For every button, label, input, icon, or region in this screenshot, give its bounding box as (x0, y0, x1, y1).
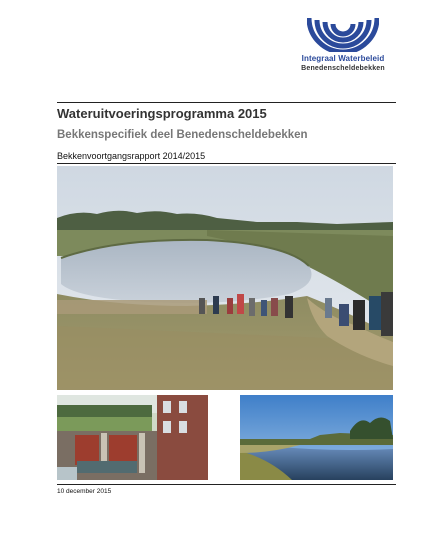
publication-date: 10 december 2015 (57, 488, 112, 495)
report-label: Bekkenvoortgangsrapport 2014/2015 (57, 151, 206, 161)
document-title: Wateruitvoeringsprogramma 2015 (57, 106, 267, 121)
waterbeleid-logo-icon (307, 14, 379, 52)
logo-line-2: Benedenscheldebekken (301, 65, 385, 72)
top-rule (57, 102, 396, 103)
footer-rule (57, 484, 396, 485)
river-photo (240, 395, 393, 480)
sluice-photo (57, 395, 208, 480)
main-photo (57, 166, 393, 390)
header-bottom-rule (57, 163, 396, 164)
document-subtitle: Bekkenspecifiek deel Benedenscheldebekken (57, 129, 308, 141)
logo (287, 14, 399, 76)
logo-line-1: Integraal Waterbeleid (301, 54, 385, 63)
